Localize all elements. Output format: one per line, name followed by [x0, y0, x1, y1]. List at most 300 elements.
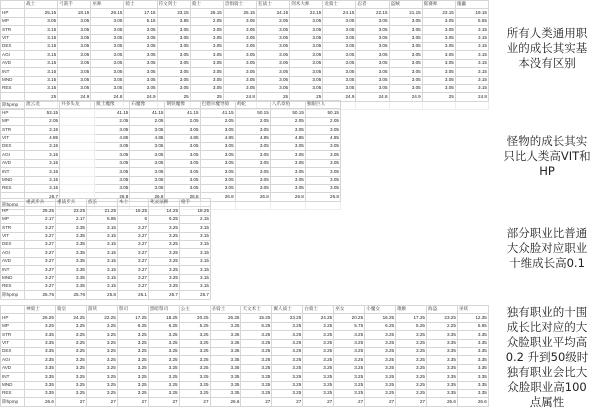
- table-cell: 25: [25, 93, 58, 101]
- column-header: 流云龙: [25, 101, 60, 109]
- table-cell: 3.35: [426, 356, 457, 364]
- table-cell: 25.15: [223, 9, 256, 17]
- table-row: [1, 364, 489, 372]
- table-row: [1, 322, 489, 330]
- special-classes-table-block: [0, 198, 488, 300]
- table-row: [1, 117, 341, 125]
- table-row: [1, 134, 341, 142]
- table-cell: 5.75: [334, 322, 365, 330]
- row-label: DEX: [1, 240, 25, 248]
- table-cell: 3.05: [95, 176, 130, 184]
- table-cell: 3.27: [25, 282, 56, 290]
- table-cell: 3.05: [95, 151, 130, 159]
- table-cell: 3.25: [149, 249, 180, 257]
- table-cell: 3.05: [200, 176, 235, 184]
- table-cell: 3.25: [86, 381, 117, 389]
- table-cell: 3.05: [165, 168, 200, 176]
- column-header: 天文术士: [241, 306, 272, 314]
- table-row: [1, 42, 489, 50]
- row-label: DEX: [1, 142, 25, 150]
- table-cell: 3.05: [290, 17, 323, 25]
- table-cell: 3.25: [334, 339, 365, 347]
- table-cell: 3.25: [149, 240, 180, 248]
- table-cell: 3.05: [389, 17, 422, 25]
- table-cell: 6.25: [365, 322, 396, 330]
- table-cell: 3.25: [117, 389, 148, 397]
- table-cell: 3.05: [356, 17, 389, 25]
- table-cell: [60, 168, 95, 176]
- table-cell: 24.8: [91, 93, 124, 101]
- row-label: DEX: [1, 347, 25, 355]
- table-cell: 3.25: [86, 356, 117, 364]
- table-cell: 3.15: [25, 159, 60, 167]
- table-cell: 3.25: [86, 331, 117, 339]
- table-cell: 3.25: [55, 339, 86, 347]
- table-cell: 27: [365, 398, 396, 406]
- table-cell: 3.15: [25, 34, 58, 42]
- table-cell: 3.25: [179, 356, 210, 364]
- header-corner-cell: [1, 101, 25, 109]
- table-cell: 3.25: [241, 389, 272, 397]
- table-cell: 3.27: [25, 274, 56, 282]
- table-header-row: [1, 306, 489, 314]
- table-cell: 5.55: [455, 17, 488, 25]
- column-header: 狱赛师: [422, 1, 455, 9]
- table-cell: 3.25: [149, 257, 180, 265]
- table-cell: 3.05: [290, 59, 323, 67]
- table-cell: 50.15: [235, 109, 270, 117]
- column-header: 龙骑士: [323, 1, 356, 9]
- table-cell: 3.25: [334, 331, 365, 339]
- table-cell: 3.05: [356, 34, 389, 42]
- table-cell: 3.25: [55, 331, 86, 339]
- table-row: [1, 9, 489, 17]
- table-cell: 3.05: [270, 176, 305, 184]
- table-cell: 3.35: [210, 373, 241, 381]
- table-cell: 3.05: [270, 168, 305, 176]
- table-cell: 3.25: [396, 381, 427, 389]
- column-header: 巫女: [334, 306, 365, 314]
- monster-classes-table: [0, 100, 341, 210]
- table-cell: 3.25: [272, 356, 303, 364]
- table-cell: 3.15: [180, 274, 211, 282]
- table-cell: 3.15: [180, 266, 211, 274]
- table-cell: 3.27: [25, 257, 56, 265]
- table-cell: 3.05: [223, 51, 256, 59]
- table-cell: 3.25: [365, 356, 396, 364]
- row-label: MND: [1, 176, 25, 184]
- column-header: 巴德尔魔导骑: [200, 101, 235, 109]
- row-label: AVD: [1, 257, 25, 265]
- unique-classes-table: [0, 305, 489, 407]
- table-cell: 3.25: [55, 347, 86, 355]
- table-cell: 3.27: [25, 249, 56, 257]
- column-header: 枪手: [180, 199, 211, 207]
- table-cell: 24.9: [58, 93, 91, 101]
- table-row: [1, 126, 341, 134]
- table-cell: 25.8: [87, 291, 118, 299]
- table-cell: [60, 159, 95, 167]
- table-row: [1, 257, 211, 265]
- table-cell: 3.05: [235, 184, 270, 192]
- column-header: 海盗: [426, 306, 457, 314]
- table-cell: 3.25: [396, 331, 427, 339]
- table-cell: 3.05: [270, 151, 305, 159]
- row-label: VIT: [1, 339, 25, 347]
- table-cell: 2.17: [56, 215, 87, 223]
- table-row: [1, 282, 211, 290]
- table-cell: 25.25: [25, 207, 56, 215]
- table-cell: 26.25: [25, 314, 56, 322]
- table-cell: 6.25: [149, 215, 180, 223]
- table-cell: 3.05: [256, 59, 289, 67]
- table-cell: 25.76: [56, 291, 87, 299]
- row-label: HP: [1, 109, 25, 117]
- table-cell: 3.35: [457, 373, 488, 381]
- table-header-row: [1, 1, 489, 9]
- row-label: MP: [1, 215, 25, 223]
- column-header: 翼人战士: [272, 306, 303, 314]
- table-row: [1, 274, 211, 282]
- table-cell: 3.05: [190, 59, 223, 67]
- table-cell: 3.05: [91, 42, 124, 50]
- table-cell: 26.6: [457, 398, 488, 406]
- table-cell: 2.05: [190, 17, 223, 25]
- table-cell: 6.25: [241, 322, 272, 330]
- table-cell: 3.05: [323, 34, 356, 42]
- table-row: [1, 356, 489, 364]
- table-cell: 3.15: [25, 42, 58, 50]
- table-cell: 3.05: [270, 159, 305, 167]
- table-cell: 3.25: [365, 389, 396, 397]
- table-cell: 3.25: [241, 331, 272, 339]
- table-cell: 24.8: [223, 93, 256, 101]
- table-row: [1, 314, 489, 322]
- table-cell: 26.25: [210, 314, 241, 322]
- row-label: DEX: [1, 42, 25, 50]
- table-cell: 3.35: [457, 381, 488, 389]
- table-cell: 3.35: [210, 347, 241, 355]
- table-cell: 3.05: [95, 168, 130, 176]
- row-label: 除hpmp: [1, 291, 25, 299]
- table-cell: 3.05: [190, 42, 223, 50]
- column-header: 狂战士: [256, 1, 289, 9]
- table-cell: 6: [118, 215, 149, 223]
- table-cell: 3.27: [25, 232, 56, 240]
- column-header: 八爪章鱼: [270, 101, 305, 109]
- row-label: AGI: [1, 51, 25, 59]
- table-cell: 23.25: [56, 207, 87, 215]
- table-cell: 3.35: [25, 389, 56, 397]
- table-cell: 3.35: [426, 339, 457, 347]
- table-cell: 3.25: [272, 373, 303, 381]
- table-cell: 26.7: [25, 193, 60, 201]
- table-row: [1, 76, 489, 84]
- table-cell: 5.25: [179, 322, 210, 330]
- column-header: 石魔像: [130, 101, 165, 109]
- table-cell: 3.05: [290, 68, 323, 76]
- table-cell: 3.05: [95, 159, 130, 167]
- table-cell: 26.15: [190, 9, 223, 17]
- table-cell: 3.05: [256, 76, 289, 84]
- table-cell: 14.25: [149, 207, 180, 215]
- table-cell: 3.25: [334, 364, 365, 372]
- table-cell: 3.05: [200, 151, 235, 159]
- table-cell: 3.05: [91, 68, 124, 76]
- table-cell: 3.25: [303, 364, 334, 372]
- row-label: AGI: [1, 356, 25, 364]
- table-cell: 3.05: [58, 84, 91, 92]
- table-cell: 3.15: [455, 68, 488, 76]
- table-cell: 3.25: [396, 339, 427, 347]
- row-label: MP: [1, 117, 25, 125]
- row-label: INT: [1, 168, 25, 176]
- table-cell: 27: [55, 398, 86, 406]
- table-cell: 27: [303, 398, 334, 406]
- table-cell: 3.05: [157, 34, 190, 42]
- table-cell: 3.27: [118, 224, 149, 232]
- table-cell: 18.15: [58, 9, 91, 17]
- table-cell: 23.15: [422, 9, 455, 17]
- row-label: MND: [1, 381, 25, 389]
- table-cell: 24.9: [389, 93, 422, 101]
- column-header: 傀儡: [455, 1, 488, 9]
- column-header: 族长: [87, 199, 118, 207]
- table-cell: 3.25: [179, 373, 210, 381]
- table-cell: 4.85: [165, 134, 200, 142]
- row-label: RES: [1, 389, 25, 397]
- row-label: AGI: [1, 249, 25, 257]
- table-cell: 3.15: [180, 240, 211, 248]
- table-cell: 2.05: [305, 117, 340, 125]
- table-cell: 3.25: [86, 389, 117, 397]
- table-cell: 41.15: [95, 109, 130, 117]
- table-cell: 3.25: [241, 339, 272, 347]
- table-row: [1, 232, 211, 240]
- table-cell: 3.05: [356, 51, 389, 59]
- column-header: 死灵法师: [149, 199, 180, 207]
- table-cell: 3.15: [25, 68, 58, 76]
- table-cell: 3.05: [422, 51, 455, 59]
- table-cell: 2.05: [130, 117, 165, 125]
- table-row: [1, 291, 211, 299]
- table-cell: 24.8: [455, 93, 488, 101]
- table-cell: 3.25: [396, 373, 427, 381]
- table-cell: 3.27: [118, 282, 149, 290]
- column-header: 剑术大师: [290, 1, 323, 9]
- table-cell: 3.15: [25, 126, 60, 134]
- table-cell: 12.35: [457, 314, 488, 322]
- table-cell: 3.25: [55, 389, 86, 397]
- table-cell: 50.15: [270, 109, 305, 117]
- table-cell: 50.15: [305, 109, 340, 117]
- table-cell: 3.05: [157, 26, 190, 34]
- table-cell: 3.25: [334, 373, 365, 381]
- table-cell: 3.05: [165, 142, 200, 150]
- table-cell: 3.15: [25, 26, 58, 34]
- table-cell: 17.25: [117, 314, 148, 322]
- table-cell: 3.15: [180, 224, 211, 232]
- table-cell: 3.25: [272, 364, 303, 372]
- table-cell: 3.35: [210, 356, 241, 364]
- table-cell: 17.25: [396, 314, 427, 322]
- table-cell: 3.05: [256, 84, 289, 92]
- table-cell: 3.25: [272, 347, 303, 355]
- table-cell: 3.05: [305, 168, 340, 176]
- table-cell: 3.05: [223, 42, 256, 50]
- table-cell: 2.05: [256, 17, 289, 25]
- table-cell: 26.1: [118, 291, 149, 299]
- table-cell: 26.8: [95, 193, 130, 201]
- row-label: INT: [1, 373, 25, 381]
- table-row: [1, 51, 489, 59]
- table-row: [1, 159, 341, 167]
- table-cell: 26.8: [200, 193, 235, 201]
- table-cell: 25.15: [25, 9, 58, 17]
- table-cell: 25: [256, 93, 289, 101]
- table-cell: 3.05: [323, 51, 356, 59]
- table-row: [1, 168, 341, 176]
- table-cell: 3.05: [223, 17, 256, 25]
- table-cell: 5.15: [124, 17, 157, 25]
- table-cell: 3.05: [356, 42, 389, 50]
- column-header: 战士: [25, 1, 58, 9]
- table-cell: 3.05: [130, 151, 165, 159]
- table-cell: 3.25: [149, 232, 180, 240]
- table-cell: 3.15: [180, 257, 211, 265]
- row-label: INT: [1, 266, 25, 274]
- table-cell: 23.15: [157, 9, 190, 17]
- table-cell: 2.05: [165, 117, 200, 125]
- column-header: 骑士: [190, 1, 223, 9]
- note-unique-classes: 独有职业的十围成长比对应的大众脸职业平均高0.2 升到50级时独有职业会比大众脸职业高100点属性: [505, 305, 589, 409]
- table-cell: 3.15: [25, 168, 60, 176]
- table-cell: 3.05: [270, 184, 305, 192]
- header-corner-cell: [1, 306, 25, 314]
- table-cell: 3.05: [58, 68, 91, 76]
- table-cell: 5.95: [87, 215, 118, 223]
- table-cell: 3.25: [396, 347, 427, 355]
- table-cell: 3.05: [389, 68, 422, 76]
- table-cell: 3.35: [457, 331, 488, 339]
- table-cell: 3.27: [25, 224, 56, 232]
- table-cell: 3.15: [455, 42, 488, 50]
- table-cell: 3.05: [58, 42, 91, 50]
- column-header: 黑暗祭司: [148, 306, 179, 314]
- table-cell: 24.15: [256, 9, 289, 17]
- table-row: [1, 34, 489, 42]
- table-cell: 3.15: [87, 282, 118, 290]
- table-cell: 3.05: [91, 26, 124, 34]
- table-cell: 3.25: [303, 356, 334, 364]
- table-cell: 3.05: [305, 176, 340, 184]
- table-cell: 3.25: [148, 347, 179, 355]
- table-cell: 3.05: [422, 17, 455, 25]
- table-cell: 4.85: [200, 134, 235, 142]
- table-cell: 3.25: [210, 322, 241, 330]
- table-cell: 18.25: [148, 314, 179, 322]
- table-cell: 3.05: [124, 26, 157, 34]
- table-cell: 3.25: [303, 373, 334, 381]
- table-cell: 3.05: [235, 176, 270, 184]
- table-cell: 3.35: [210, 331, 241, 339]
- table-cell: 3.27: [118, 266, 149, 274]
- table-cell: 3.05: [235, 126, 270, 134]
- table-cell: 3.25: [303, 381, 334, 389]
- table-cell: 22.15: [290, 9, 323, 17]
- column-header: 弓箭手: [58, 1, 91, 9]
- table-cell: 3.05: [422, 84, 455, 92]
- column-header: 并多头龙: [60, 101, 95, 109]
- table-cell: 3.15: [180, 249, 211, 257]
- table-cell: 3.25: [117, 347, 148, 355]
- table-cell: 3.05: [305, 184, 340, 192]
- table-cell: 3.05: [124, 68, 157, 76]
- table-header-row: [1, 101, 341, 109]
- table-cell: 3.05: [223, 68, 256, 76]
- table-cell: 3.25: [365, 331, 396, 339]
- table-cell: 21.15: [389, 9, 422, 17]
- table-cell: 3.05: [130, 184, 165, 192]
- row-label: RES: [1, 84, 25, 92]
- table-cell: 3.05: [389, 42, 422, 50]
- table-row: [1, 151, 341, 159]
- header-corner-cell: [1, 1, 25, 9]
- annotation-column: [488, 0, 600, 409]
- table-row: [1, 398, 489, 406]
- table-cell: 3.25: [334, 389, 365, 397]
- table-cell: 3.05: [389, 51, 422, 59]
- row-label: RES: [1, 184, 25, 192]
- table-cell: 3.27: [118, 249, 149, 257]
- table-cell: 3.35: [210, 364, 241, 372]
- table-cell: 3.05: [323, 42, 356, 50]
- table-cell: 3.05: [157, 76, 190, 84]
- table-cell: 3.05: [290, 76, 323, 84]
- table-cell: 3.35: [457, 347, 488, 355]
- table-cell: [60, 117, 95, 125]
- table-cell: 4.85: [270, 134, 305, 142]
- table-cell: 3.05: [290, 42, 323, 50]
- row-label: MND: [1, 274, 25, 282]
- table-cell: 3.05: [190, 34, 223, 42]
- table-cell: 3.05: [165, 184, 200, 192]
- table-cell: 3.15: [87, 274, 118, 282]
- table-cell: [60, 134, 95, 142]
- table-cell: 3.05: [157, 68, 190, 76]
- table-cell: 3.35: [56, 282, 87, 290]
- column-header: 歌姬: [396, 306, 427, 314]
- table-cell: 2.05: [270, 117, 305, 125]
- table-cell: 26.8: [235, 193, 270, 201]
- table-cell: 3.05: [165, 159, 200, 167]
- table-cell: 3.05: [422, 42, 455, 50]
- table-cell: 2.05: [25, 117, 60, 125]
- table-cell: 3.05: [256, 42, 289, 50]
- table-cell: 3.25: [55, 322, 86, 330]
- table-cell: 3.25: [86, 364, 117, 372]
- table-cell: 3.05: [305, 142, 340, 150]
- table-cell: 26.8: [305, 193, 340, 201]
- table-cell: 3.35: [426, 364, 457, 372]
- table-cell: 27: [272, 398, 303, 406]
- column-header: 航士魔像: [95, 101, 130, 109]
- human-classes-table-block: [0, 0, 488, 110]
- column-header: 游侠: [86, 306, 117, 314]
- table-cell: 3.05: [91, 17, 124, 25]
- table-cell: 3.05: [389, 26, 422, 34]
- table-cell: 3.25: [365, 381, 396, 389]
